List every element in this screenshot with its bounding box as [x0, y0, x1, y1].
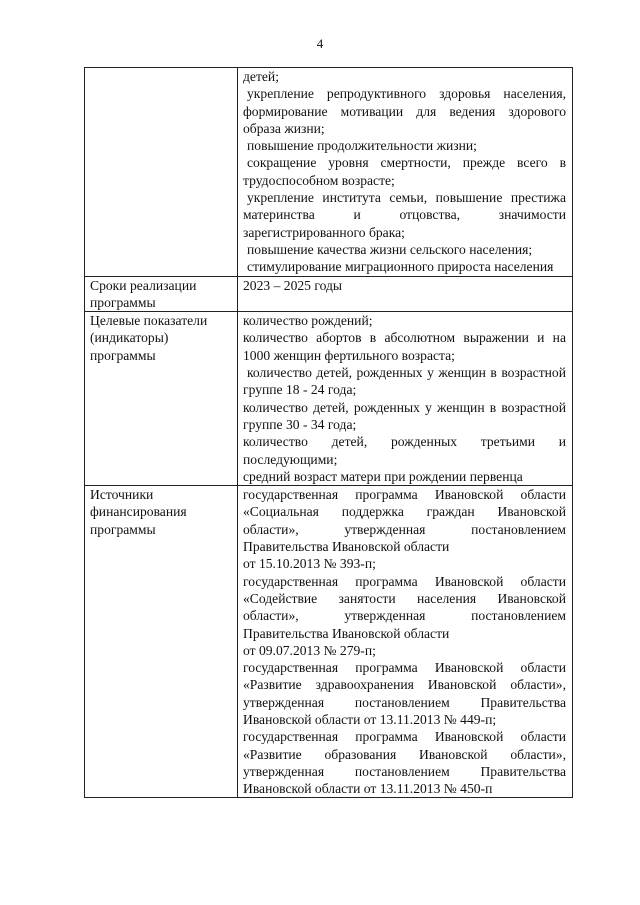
row-label-period: Сроки реализации программы [85, 276, 238, 312]
row-content-period [238, 276, 573, 312]
program-passport-table [84, 67, 573, 798]
content-paragraph: укрепление репродуктивного здоровья населения, формирование мотивации для ведения здорового образа жизни; [243, 86, 566, 136]
content-paragraph: количество абортов в абсолютном выражении и на 1000 женщин фертильного возраста; [243, 330, 566, 363]
content-paragraph: количество детей, рожденных у женщин в возрастной группе 18 - 24 года; [243, 365, 566, 398]
content-paragraph: количество рождений; [243, 313, 373, 329]
table-row-indicators [85, 312, 573, 486]
table-row-period [85, 276, 573, 312]
content-paragraph: от 09.07.2013 № 279-п; [243, 642, 376, 658]
content-paragraph: повышение продолжительности жизни; [247, 138, 477, 154]
content-paragraph: государственная программа Ивановской области «Развитие здравоохранения Ивановской области», утвержденная постановлением Правительства Ивановской области от 13.11.2013 № 449-п; [243, 660, 566, 727]
content-paragraph: детей; [243, 69, 279, 84]
content-paragraph: количество детей, рожденных у женщин в возрастной группе 30 - 34 года; [243, 399, 566, 432]
content-paragraph: от 15.10.2013 № 393-п; [243, 556, 376, 572]
content-paragraph: повышение качества жизни сельского населения; [247, 241, 533, 257]
content-paragraph: укрепление института семьи, повышение престижа материнства и отцовства, значимости зарегистрированного брака; [243, 190, 566, 240]
content-paragraph: 2023 – 2025 годы [243, 277, 343, 293]
content-paragraph: сокращение уровня смертности, прежде всего в трудоспособном возрасте; [243, 155, 566, 188]
row-content-goals [238, 68, 573, 277]
page-number: 4 [316, 36, 324, 51]
row-label-funding: Источники финансирования программы [85, 486, 238, 798]
content-paragraph: количество детей, рожденных третьими и последующими; [243, 434, 566, 467]
row-label-indicators: Целевые показатели (индикаторы) программы [85, 312, 238, 486]
content-paragraph: стимулирование миграционного прироста населения [247, 259, 554, 275]
content-paragraph: государственная программа Ивановской области «Содействие занятости населения Ивановской области», утвержденная постановлением Правительства Ивановской области [243, 573, 566, 641]
row-content-funding [238, 486, 573, 798]
content-paragraph: средний возраст матери при рождении первенца [243, 468, 523, 484]
content-paragraph: государственная программа Ивановской области «Развитие образования Ивановской области», утвержденная постановлением Правительства Ивановской области от 13.11.2013 № 450-п [243, 729, 566, 797]
content-paragraph: государственная программа Ивановской области «Социальная поддержка граждан Ивановской области», утвержденная постановлением Правительства Ивановской области [243, 487, 566, 555]
table-row-goals [85, 68, 573, 277]
row-label-empty [85, 68, 238, 277]
table-row-funding [85, 486, 573, 798]
row-content-indicators [238, 312, 573, 486]
